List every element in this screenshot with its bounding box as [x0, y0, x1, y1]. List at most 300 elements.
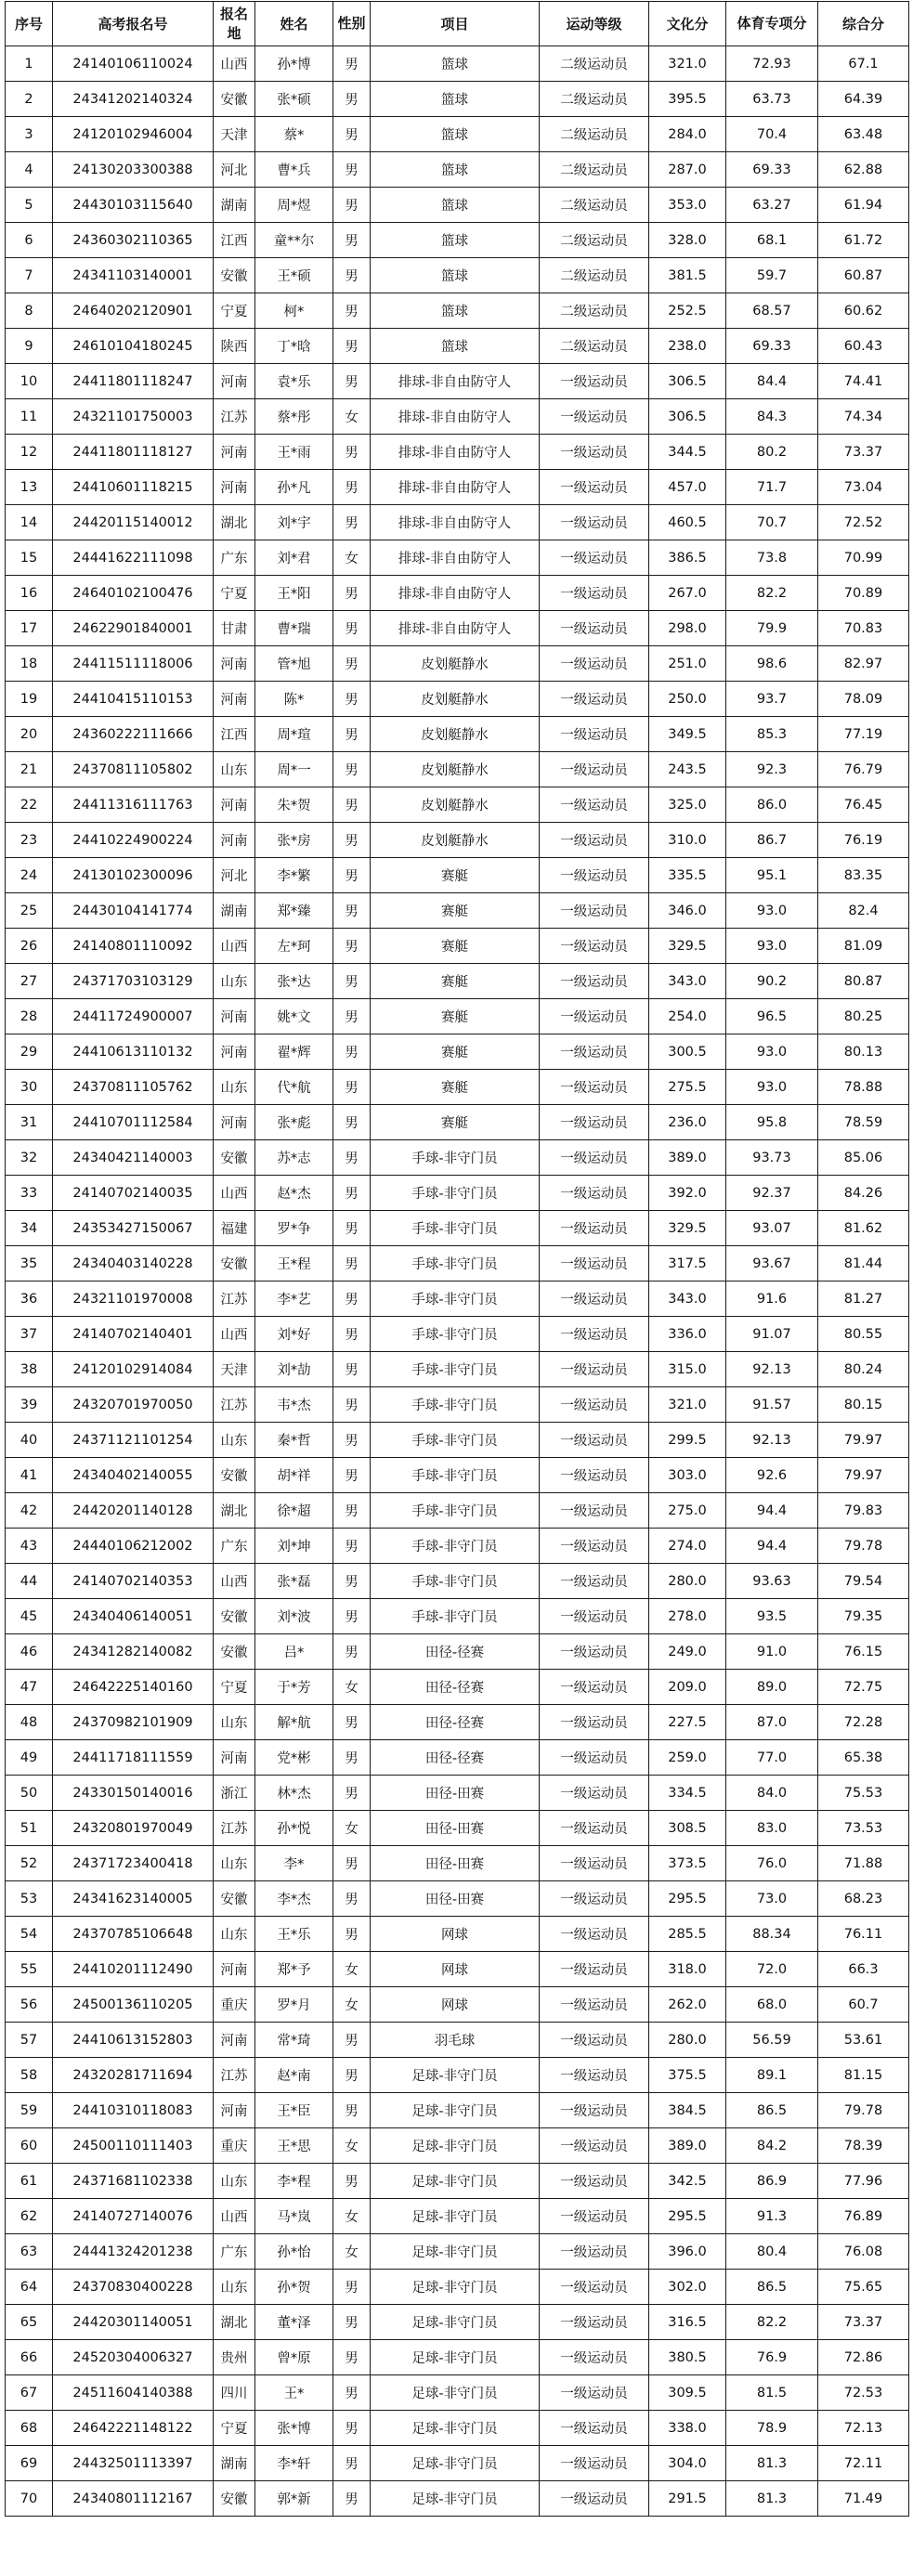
sport-cell: 足球-非守门员 — [371, 2305, 540, 2340]
athlete-level-cell: 一级运动员 — [540, 2093, 649, 2128]
gender-cell: 男 — [333, 2340, 371, 2375]
culture-score-cell: 328.0 — [649, 223, 726, 258]
gender-cell: 男 — [333, 2093, 371, 2128]
table-row — [6, 682, 909, 717]
seq-cell: 68 — [6, 2411, 53, 2446]
name-cell: 徐*超 — [255, 1493, 333, 1529]
sport-cell: 手球-非守门员 — [371, 1599, 540, 1634]
culture-score-cell: 250.0 — [649, 682, 726, 717]
total-score-cell: 73.53 — [818, 1811, 909, 1846]
sport-score-cell: 92.6 — [726, 1458, 818, 1493]
sport-cell: 赛艇 — [371, 964, 540, 999]
athlete-level-cell: 一级运动员 — [540, 611, 649, 646]
culture-score-cell: 259.0 — [649, 1740, 726, 1776]
gender-cell: 男 — [333, 1281, 371, 1317]
table-row — [6, 2093, 909, 2128]
region-cell: 江苏 — [214, 1811, 255, 1846]
sport-score-cell: 68.57 — [726, 293, 818, 329]
table-row — [6, 1705, 909, 1740]
table-row — [6, 1670, 909, 1705]
sport-score-cell: 93.0 — [726, 929, 818, 964]
exam-id-cell: 24340421140003 — [53, 1140, 214, 1176]
name-cell: 于*芳 — [255, 1670, 333, 1705]
culture-score-cell: 300.5 — [649, 1034, 726, 1070]
gender-cell: 男 — [333, 1493, 371, 1529]
sport-score-cell: 93.63 — [726, 1564, 818, 1599]
region-cell: 湖南 — [214, 893, 255, 929]
seq-cell: 48 — [6, 1705, 53, 1740]
region-cell: 天津 — [214, 117, 255, 152]
table-row — [6, 999, 909, 1034]
sport-score-cell: 59.7 — [726, 258, 818, 293]
region-cell: 山东 — [214, 1917, 255, 1952]
athlete-level-cell: 一级运动员 — [540, 1811, 649, 1846]
region-cell: 江苏 — [214, 1281, 255, 1317]
name-cell: 王*程 — [255, 1246, 333, 1281]
athlete-level-cell: 一级运动员 — [540, 1599, 649, 1634]
total-score-cell: 82.97 — [818, 646, 909, 682]
total-score-cell: 60.62 — [818, 293, 909, 329]
sport-cell: 皮划艇静水 — [371, 823, 540, 858]
name-cell: 王*思 — [255, 2128, 333, 2164]
exam-id-cell: 24341103140001 — [53, 258, 214, 293]
region-cell: 河南 — [214, 435, 255, 470]
total-score-cell: 72.11 — [818, 2446, 909, 2481]
exam-id-cell: 24341202140324 — [53, 82, 214, 117]
culture-score-cell: 343.0 — [649, 964, 726, 999]
gender-cell: 男 — [333, 2270, 371, 2305]
region-cell: 山西 — [214, 1317, 255, 1352]
sport-cell: 田径-田赛 — [371, 1811, 540, 1846]
exam-id-cell: 24321101750003 — [53, 399, 214, 435]
region-cell: 山东 — [214, 1070, 255, 1105]
table-row — [6, 717, 909, 752]
exam-id-cell: 24320801970049 — [53, 1811, 214, 1846]
name-cell: 曹*兵 — [255, 152, 333, 188]
gender-cell: 男 — [333, 2058, 371, 2093]
exam-id-cell: 24360302110365 — [53, 223, 214, 258]
gender-cell: 女 — [333, 2199, 371, 2234]
name-cell: 代*航 — [255, 1070, 333, 1105]
culture-score-cell: 275.5 — [649, 1070, 726, 1105]
exam-id-cell: 24140702140401 — [53, 1317, 214, 1352]
total-score-cell: 64.39 — [818, 82, 909, 117]
total-score-cell: 84.26 — [818, 1176, 909, 1211]
seq-cell: 65 — [6, 2305, 53, 2340]
athlete-level-cell: 一级运动员 — [540, 1564, 649, 1599]
culture-score-cell: 384.5 — [649, 2093, 726, 2128]
gender-cell: 女 — [333, 540, 371, 576]
gender-cell: 男 — [333, 2411, 371, 2446]
table-row — [6, 1034, 909, 1070]
seq-cell: 32 — [6, 1140, 53, 1176]
seq-cell: 29 — [6, 1034, 53, 1070]
seq-cell: 1 — [6, 46, 53, 82]
region-cell: 河南 — [214, 2093, 255, 2128]
culture-score-cell: 346.0 — [649, 893, 726, 929]
exam-id-cell: 24140702140353 — [53, 1564, 214, 1599]
sport-cell: 皮划艇静水 — [371, 752, 540, 787]
exam-id-cell: 24430104141774 — [53, 893, 214, 929]
sport-score-cell: 80.2 — [726, 435, 818, 470]
athlete-level-cell: 一级运动员 — [540, 505, 649, 540]
sport-cell: 手球-非守门员 — [371, 1140, 540, 1176]
athlete-level-cell: 一级运动员 — [540, 2128, 649, 2164]
athlete-level-cell: 一级运动员 — [540, 1846, 649, 1881]
sport-cell: 皮划艇静水 — [371, 682, 540, 717]
name-cell: 柯* — [255, 293, 333, 329]
sport-cell: 篮球 — [371, 329, 540, 364]
sport-score-cell: 84.4 — [726, 364, 818, 399]
total-score-cell: 61.94 — [818, 188, 909, 223]
culture-score-cell: 251.0 — [649, 646, 726, 682]
gender-cell: 男 — [333, 682, 371, 717]
sport-score-cell: 86.0 — [726, 787, 818, 823]
culture-score-cell: 304.0 — [649, 2446, 726, 2481]
gender-cell: 男 — [333, 717, 371, 752]
total-score-cell: 79.78 — [818, 2093, 909, 2128]
region-cell: 河南 — [214, 2023, 255, 2058]
sport-score-cell: 73.8 — [726, 540, 818, 576]
gender-cell: 男 — [333, 1246, 371, 1281]
region-cell: 安徽 — [214, 1599, 255, 1634]
region-cell: 安徽 — [214, 2481, 255, 2517]
gender-cell: 男 — [333, 858, 371, 893]
gender-cell: 男 — [333, 1070, 371, 1105]
culture-score-cell: 291.5 — [649, 2481, 726, 2517]
table-row — [6, 893, 909, 929]
exam-id-cell: 24410601118215 — [53, 470, 214, 505]
region-cell: 宁夏 — [214, 293, 255, 329]
seq-cell: 16 — [6, 576, 53, 611]
total-score-cell: 72.52 — [818, 505, 909, 540]
seq-cell: 58 — [6, 2058, 53, 2093]
admission-table-sheet — [5, 1, 908, 2517]
sport-score-cell: 93.7 — [726, 682, 818, 717]
total-score-cell: 80.25 — [818, 999, 909, 1034]
athlete-level-cell: 一级运动员 — [540, 2199, 649, 2234]
exam-id-cell: 24500136110205 — [53, 1987, 214, 2023]
total-score-cell: 60.87 — [818, 258, 909, 293]
table-row — [6, 1917, 909, 1952]
exam-id-cell: 24410415110153 — [53, 682, 214, 717]
culture-score-cell: 262.0 — [649, 1987, 726, 2023]
gender-cell: 男 — [333, 2305, 371, 2340]
sport-score-cell: 84.0 — [726, 1776, 818, 1811]
sport-cell: 排球-非自由防守人 — [371, 435, 540, 470]
total-score-cell: 77.96 — [818, 2164, 909, 2199]
col-header-gender: 性别 — [333, 2, 371, 46]
athlete-level-cell: 二级运动员 — [540, 258, 649, 293]
region-cell: 河北 — [214, 152, 255, 188]
exam-id-cell: 24370811105762 — [53, 1070, 214, 1105]
sport-cell: 皮划艇静水 — [371, 717, 540, 752]
exam-id-cell: 24340402140055 — [53, 1458, 214, 1493]
sport-score-cell: 93.67 — [726, 1246, 818, 1281]
sport-score-cell: 73.0 — [726, 1881, 818, 1917]
gender-cell: 男 — [333, 964, 371, 999]
athlete-level-cell: 一级运动员 — [540, 1776, 649, 1811]
region-cell: 湖北 — [214, 1493, 255, 1529]
sport-score-cell: 91.07 — [726, 1317, 818, 1352]
gender-cell: 男 — [333, 2375, 371, 2411]
name-cell: 刘*君 — [255, 540, 333, 576]
region-cell: 湖北 — [214, 2305, 255, 2340]
gender-cell: 女 — [333, 2128, 371, 2164]
seq-cell: 35 — [6, 1246, 53, 1281]
culture-score-cell: 236.0 — [649, 1105, 726, 1140]
athlete-level-cell: 一级运动员 — [540, 1634, 649, 1670]
culture-score-cell: 209.0 — [649, 1670, 726, 1705]
name-cell: 蔡*彤 — [255, 399, 333, 435]
culture-score-cell: 316.5 — [649, 2305, 726, 2340]
sport-score-cell: 82.2 — [726, 576, 818, 611]
culture-score-cell: 336.0 — [649, 1317, 726, 1352]
total-score-cell: 81.15 — [818, 2058, 909, 2093]
region-cell: 湖南 — [214, 2446, 255, 2481]
table-row — [6, 1176, 909, 1211]
sport-cell: 篮球 — [371, 152, 540, 188]
seq-cell: 52 — [6, 1846, 53, 1881]
gender-cell: 男 — [333, 1387, 371, 1423]
name-cell: 张*博 — [255, 2411, 333, 2446]
name-cell: 罗*月 — [255, 1987, 333, 2023]
region-cell: 安徽 — [214, 1881, 255, 1917]
exam-id-cell: 24353427150067 — [53, 1211, 214, 1246]
culture-score-cell: 285.5 — [649, 1917, 726, 1952]
table-row — [6, 2446, 909, 2481]
athlete-level-cell: 一级运动员 — [540, 682, 649, 717]
total-score-cell: 72.28 — [818, 1705, 909, 1740]
athlete-level-cell: 一级运动员 — [540, 2058, 649, 2093]
athlete-level-cell: 一级运动员 — [540, 1317, 649, 1352]
exam-id-cell: 24120102946004 — [53, 117, 214, 152]
region-cell: 江苏 — [214, 1387, 255, 1423]
exam-id-cell: 24340403140228 — [53, 1246, 214, 1281]
athlete-level-cell: 一级运动员 — [540, 823, 649, 858]
culture-score-cell: 373.5 — [649, 1846, 726, 1881]
name-cell: 张*彪 — [255, 1105, 333, 1140]
table-row — [6, 2481, 909, 2517]
culture-score-cell: 309.5 — [649, 2375, 726, 2411]
table-row — [6, 929, 909, 964]
sport-cell: 赛艇 — [371, 999, 540, 1034]
sport-cell: 羽毛球 — [371, 2023, 540, 2058]
region-cell: 河南 — [214, 999, 255, 1034]
culture-score-cell: 335.5 — [649, 858, 726, 893]
region-cell: 江西 — [214, 717, 255, 752]
exam-id-cell: 24360222111666 — [53, 717, 214, 752]
sport-cell: 手球-非守门员 — [371, 1387, 540, 1423]
exam-id-cell: 24320701970050 — [53, 1387, 214, 1423]
gender-cell: 男 — [333, 999, 371, 1034]
exam-id-cell: 24410613110132 — [53, 1034, 214, 1070]
table-row — [6, 1634, 909, 1670]
gender-cell: 男 — [333, 1705, 371, 1740]
name-cell: 曹*瑞 — [255, 611, 333, 646]
total-score-cell: 66.3 — [818, 1952, 909, 1987]
sport-cell: 篮球 — [371, 46, 540, 82]
athlete-level-cell: 一级运动员 — [540, 2023, 649, 2058]
athlete-level-cell: 二级运动员 — [540, 152, 649, 188]
sport-cell: 篮球 — [371, 117, 540, 152]
name-cell: 赵*南 — [255, 2058, 333, 2093]
gender-cell: 男 — [333, 1881, 371, 1917]
table-row — [6, 2199, 909, 2234]
table-row — [6, 823, 909, 858]
sport-score-cell: 93.0 — [726, 1034, 818, 1070]
seq-cell: 49 — [6, 1740, 53, 1776]
region-cell: 河南 — [214, 470, 255, 505]
exam-id-cell: 24440106212002 — [53, 1529, 214, 1564]
total-score-cell: 79.54 — [818, 1564, 909, 1599]
name-cell: 李*程 — [255, 2164, 333, 2199]
sport-score-cell: 81.3 — [726, 2446, 818, 2481]
table-row — [6, 1140, 909, 1176]
table-row — [6, 1952, 909, 1987]
seq-cell: 5 — [6, 188, 53, 223]
sport-cell: 手球-非守门员 — [371, 1246, 540, 1281]
seq-cell: 17 — [6, 611, 53, 646]
culture-score-cell: 375.5 — [649, 2058, 726, 2093]
culture-score-cell: 344.5 — [649, 435, 726, 470]
exam-id-cell: 24371121101254 — [53, 1423, 214, 1458]
athlete-level-cell: 一级运动员 — [540, 787, 649, 823]
name-cell: 解*航 — [255, 1705, 333, 1740]
culture-score-cell: 317.5 — [649, 1246, 726, 1281]
table-row — [6, 1105, 909, 1140]
exam-id-cell: 24371681102338 — [53, 2164, 214, 2199]
total-score-cell: 67.1 — [818, 46, 909, 82]
exam-id-cell: 24610104180245 — [53, 329, 214, 364]
culture-score-cell: 396.0 — [649, 2234, 726, 2270]
region-cell: 江苏 — [214, 2058, 255, 2093]
region-cell: 广东 — [214, 2234, 255, 2270]
total-score-cell: 53.61 — [818, 2023, 909, 2058]
col-header-region: 报名地 — [214, 2, 255, 46]
region-cell: 河南 — [214, 787, 255, 823]
exam-id-cell: 24420201140128 — [53, 1493, 214, 1529]
gender-cell: 男 — [333, 435, 371, 470]
seq-cell: 36 — [6, 1281, 53, 1317]
name-cell: 郑*予 — [255, 1952, 333, 1987]
sport-score-cell: 56.59 — [726, 2023, 818, 2058]
sport-cell: 篮球 — [371, 188, 540, 223]
region-cell: 山东 — [214, 752, 255, 787]
sport-score-cell: 89.0 — [726, 1670, 818, 1705]
gender-cell: 男 — [333, 1034, 371, 1070]
sport-score-cell: 86.9 — [726, 2164, 818, 2199]
name-cell: 董*泽 — [255, 2305, 333, 2340]
culture-score-cell: 389.0 — [649, 1140, 726, 1176]
gender-cell: 男 — [333, 152, 371, 188]
sport-cell: 手球-非守门员 — [371, 1176, 540, 1211]
total-score-cell: 73.04 — [818, 470, 909, 505]
region-cell: 安徽 — [214, 1140, 255, 1176]
total-score-cell: 81.09 — [818, 929, 909, 964]
culture-score-cell: 227.5 — [649, 1705, 726, 1740]
sport-score-cell: 79.9 — [726, 611, 818, 646]
total-score-cell: 74.34 — [818, 399, 909, 435]
sport-score-cell: 63.27 — [726, 188, 818, 223]
total-score-cell: 78.59 — [818, 1105, 909, 1140]
sport-score-cell: 63.73 — [726, 82, 818, 117]
total-score-cell: 72.75 — [818, 1670, 909, 1705]
exam-id-cell: 24500110111403 — [53, 2128, 214, 2164]
name-cell: 刘*好 — [255, 1317, 333, 1352]
exam-id-cell: 24410224900224 — [53, 823, 214, 858]
name-cell: 苏*志 — [255, 1140, 333, 1176]
name-cell: 王*乐 — [255, 1917, 333, 1952]
athlete-level-cell: 一级运动员 — [540, 2411, 649, 2446]
name-cell: 王*硕 — [255, 258, 333, 293]
name-cell: 张*磊 — [255, 1564, 333, 1599]
name-cell: 姚*文 — [255, 999, 333, 1034]
athlete-level-cell: 一级运动员 — [540, 1105, 649, 1140]
exam-id-cell: 24130203300388 — [53, 152, 214, 188]
sport-cell: 足球-非守门员 — [371, 2128, 540, 2164]
total-score-cell: 75.53 — [818, 1776, 909, 1811]
table-row — [6, 188, 909, 223]
sport-cell: 排球-非自由防守人 — [371, 364, 540, 399]
table-row — [6, 2270, 909, 2305]
exam-id-cell: 24642225140160 — [53, 1670, 214, 1705]
sport-cell: 手球-非守门员 — [371, 1529, 540, 1564]
gender-cell: 男 — [333, 646, 371, 682]
sport-cell: 田径-径赛 — [371, 1705, 540, 1740]
sport-score-cell: 77.0 — [726, 1740, 818, 1776]
athlete-level-cell: 一级运动员 — [540, 2481, 649, 2517]
region-cell: 江苏 — [214, 399, 255, 435]
athlete-level-cell: 一级运动员 — [540, 1211, 649, 1246]
region-cell: 河南 — [214, 1034, 255, 1070]
table-row — [6, 2340, 909, 2375]
table-row — [6, 82, 909, 117]
table-row — [6, 1246, 909, 1281]
sport-cell: 篮球 — [371, 223, 540, 258]
seq-cell: 7 — [6, 258, 53, 293]
sport-score-cell: 98.6 — [726, 646, 818, 682]
name-cell: 秦*哲 — [255, 1423, 333, 1458]
sport-cell: 排球-非自由防守人 — [371, 576, 540, 611]
sport-cell: 手球-非守门员 — [371, 1317, 540, 1352]
gender-cell: 男 — [333, 117, 371, 152]
region-cell: 浙江 — [214, 1776, 255, 1811]
col-header-exam-id: 高考报名号 — [53, 2, 214, 46]
seq-cell: 20 — [6, 717, 53, 752]
sport-cell: 足球-非守门员 — [371, 2375, 540, 2411]
name-cell: 胡*祥 — [255, 1458, 333, 1493]
name-cell: 刘*坤 — [255, 1529, 333, 1564]
total-score-cell: 80.13 — [818, 1034, 909, 1070]
region-cell: 江西 — [214, 223, 255, 258]
seq-cell: 6 — [6, 223, 53, 258]
name-cell: 李*繁 — [255, 858, 333, 893]
seq-cell: 63 — [6, 2234, 53, 2270]
total-score-cell: 70.89 — [818, 576, 909, 611]
sport-cell: 田径-径赛 — [371, 1740, 540, 1776]
total-score-cell: 85.06 — [818, 1140, 909, 1176]
region-cell: 宁夏 — [214, 1670, 255, 1705]
exam-id-cell: 24411316111763 — [53, 787, 214, 823]
seq-cell: 19 — [6, 682, 53, 717]
sport-score-cell: 84.2 — [726, 2128, 818, 2164]
gender-cell: 女 — [333, 1987, 371, 2023]
admission-list-table — [5, 1, 909, 2517]
seq-cell: 61 — [6, 2164, 53, 2199]
athlete-level-cell: 一级运动员 — [540, 1281, 649, 1317]
gender-cell: 男 — [333, 576, 371, 611]
